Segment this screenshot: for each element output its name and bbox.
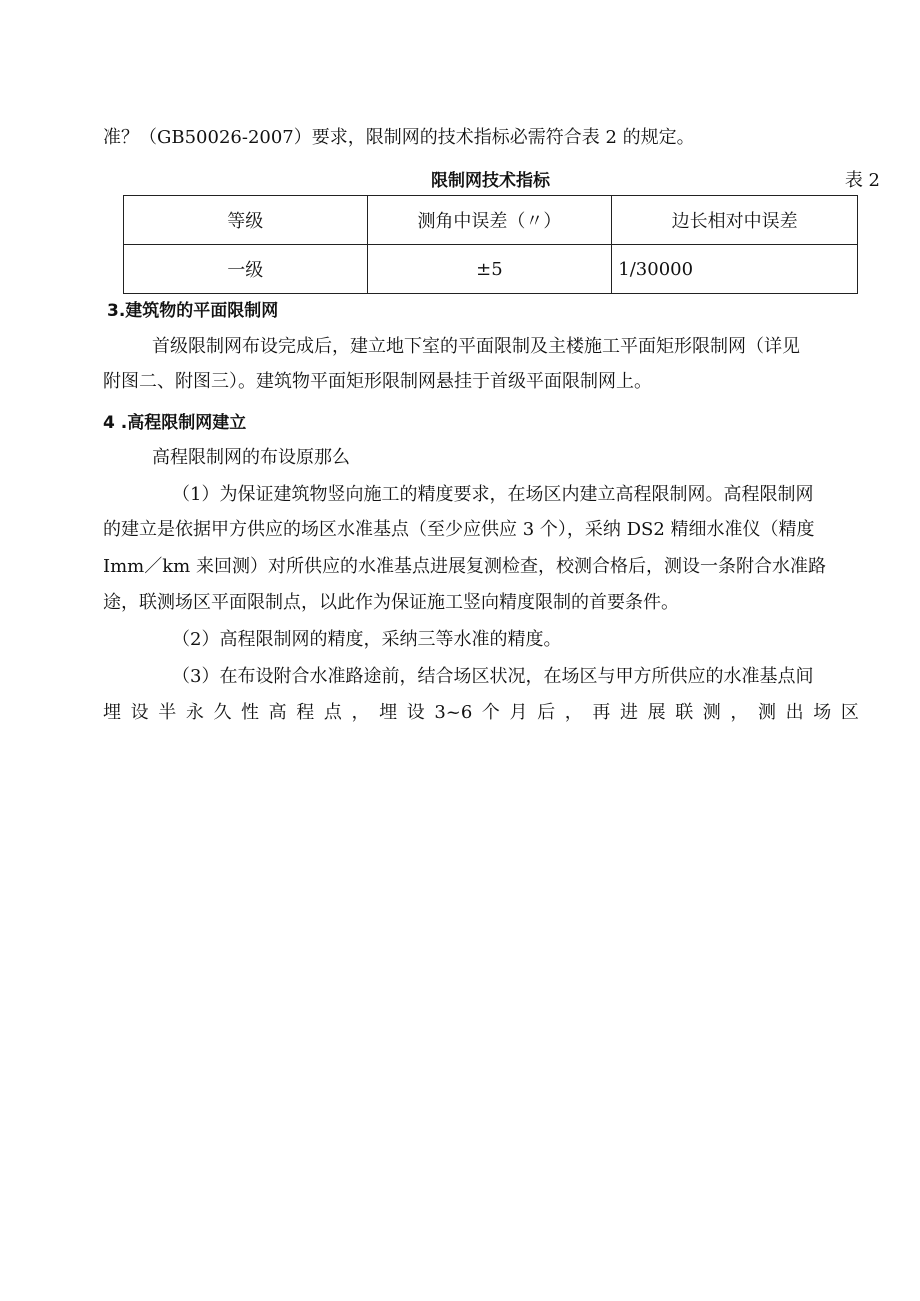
justified-glyph: 展 (647, 702, 666, 723)
para-1-line-4: 途，联测场区平面限制点，以此作为保证施工竖向精度限制的首要条件。 (103, 592, 679, 613)
justified-glyph: 永 (185, 702, 204, 723)
justified-glyph: 设 (406, 702, 425, 723)
justified-glyph: 月 (509, 702, 528, 723)
table-header-row (124, 196, 858, 245)
para-3-line-1: （3）在布设附合水准路途前，结合场区状况，在场区与甲方所供应的水准基点间 (172, 666, 814, 687)
justified-glyph: 再 (592, 702, 611, 723)
cell-grade: 一级 (124, 245, 368, 294)
justified-glyph: 点 (323, 702, 342, 723)
table-title: 限制网技术指标 (431, 171, 550, 191)
cell-angle-error: ±5 (367, 245, 612, 294)
justified-glyph: 个 (481, 702, 500, 723)
para-1-line-2: 的建立是依据甲方供应的场区水准基点（至少应供应 3 个），采纳 DS2 精细水准仪（精度 (103, 519, 815, 540)
section-3-line-2: 附图二、附图三）。建筑物平面矩形限制网悬挂于首级平面限制网上。 (103, 371, 652, 392)
justified-glyph: 3~6 (434, 702, 473, 723)
justified-glyph: 测 (758, 702, 777, 723)
para-1-line-3: Imm／km 来回测）对所供应的水准基点进展复测检查，校测合格后，测设一条附合水准路 (103, 556, 826, 577)
table-row (124, 245, 858, 294)
justified-glyph: ， (564, 702, 583, 723)
justified-glyph: 设 (130, 702, 149, 723)
justified-glyph: 性 (241, 702, 260, 723)
control-network-table (123, 195, 858, 294)
justified-glyph: 埋 (379, 702, 398, 723)
justified-glyph: 测 (702, 702, 721, 723)
intro-line: 准？（GB50026-2007）要求，限制网的技术指标必需符合表 2 的规定。 (103, 127, 695, 148)
para-2: （2）高程限制网的精度，采纳三等水准的精度。 (172, 629, 562, 650)
justified-glyph: 区 (840, 702, 859, 723)
justified-glyph: 埋 (103, 702, 121, 723)
table-number: 表 2 (844, 170, 880, 191)
section-4-heading: 4 .高程限制网建立 (103, 413, 247, 433)
justified-glyph: 后 (537, 702, 556, 723)
header-angle-error: 测角中误差（〃） (367, 196, 612, 245)
justified-glyph: 久 (213, 702, 232, 723)
justified-glyph: 出 (785, 702, 804, 723)
justified-glyph: 进 (619, 702, 638, 723)
header-grade: 等级 (124, 196, 368, 245)
justified-glyph: 联 (675, 702, 694, 723)
section-4-subtitle: 高程限制网的布设原那么 (152, 447, 350, 468)
justified-glyph: 场 (813, 702, 832, 723)
para-1-line-1: （1）为保证建筑物竖向施工的精度要求，在场区内建立高程限制网。高程限制网 (172, 484, 814, 505)
justified-glyph: ， (730, 702, 749, 723)
section-3-heading: 3.建筑物的平面限制网 (107, 301, 279, 321)
para-3-line-2 (103, 699, 859, 727)
justified-glyph: 半 (158, 702, 177, 723)
justified-glyph: ， (351, 702, 370, 723)
justified-glyph: 高 (268, 702, 287, 723)
section-3-line-1: 首级限制网布设完成后，建立地下室的平面限制及主楼施工平面矩形限制网（详见 (152, 336, 800, 357)
header-side-error: 边长相对中误差 (612, 196, 858, 245)
table-caption (123, 168, 880, 194)
justified-glyph: 程 (296, 702, 315, 723)
cell-side-error: 1/30000 (612, 245, 858, 294)
